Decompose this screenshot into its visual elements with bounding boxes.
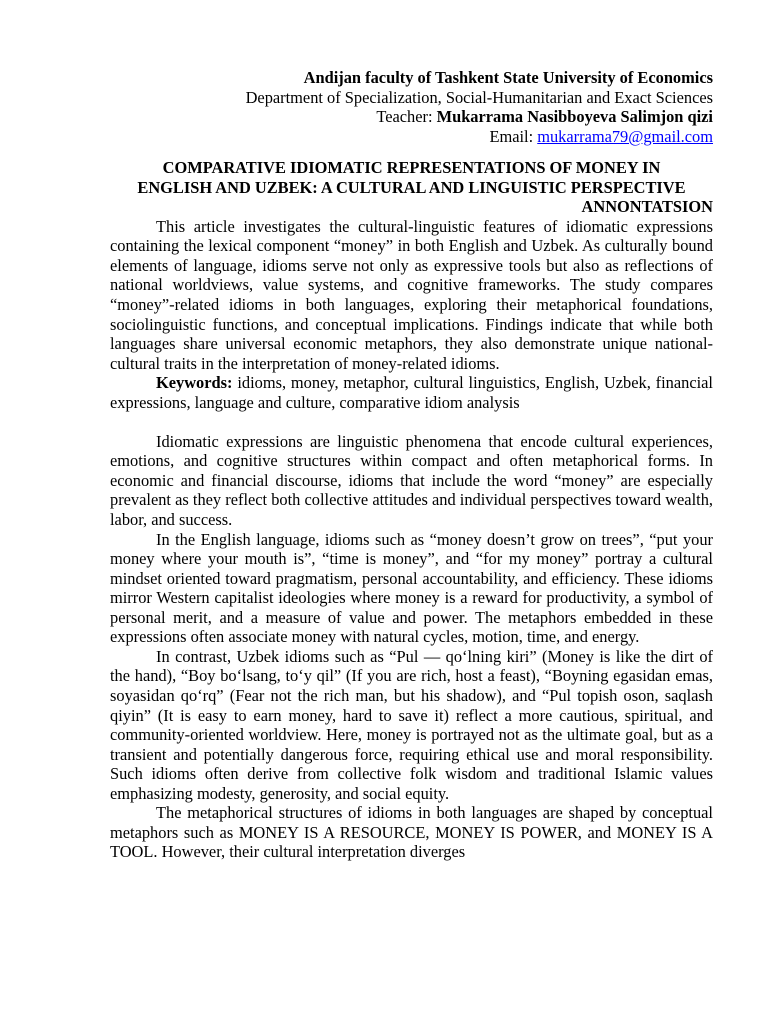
abstract-paragraph: This article investigates the cultural-linguistic features of idiomatic expressions containing the lexical component “money” in both English and Uzbek. As culturally bound elements of language, idioms serve not only as expressive tools but also as reflections of national worldviews, value systems, and cognitive frameworks. The study compares “money”-related idioms in both languages, exploring their metaphorical foundations, sociolinguistic functions, and conceptual implications. Findings indicate that while both languages share universal economic metaphors, they also demonstrate unique national-cultural traits in the interpretation of money-related idioms.: [110, 216, 713, 373]
email-line: [110, 127, 713, 147]
institution-line: Andijan faculty of Tashkent State University of Economics: [303, 68, 713, 87]
body-paragraph-2: In the English language, idioms such as “money doesn’t grow on trees”, “put your money where your mouth is”, “time is money”, and “for my money” portray a cultural mindset oriented toward pragmatism, personal accountability, and efficiency. These idioms mirror Western capitalist ideologies where money is a reward for productivity, a symbol of personal merit, and a measure of value and power. The metaphors embedded in these expressions often associate money with natural cycles, motion, time, and energy.: [110, 529, 713, 647]
email-label: Email:: [489, 126, 538, 146]
keywords-label: Keywords:: [156, 373, 233, 393]
document-page: [110, 68, 713, 862]
teacher-label: Teacher:: [376, 107, 437, 127]
email-link[interactable]: mukarrama79@gmail.com: [537, 126, 713, 146]
article-title: COMPARATIVE IDIOMATIC REPRESENTATIONS OF MONEY IN ENGLISH AND UZBEK: A CULTURAL AND LINGUISTIC PERSPECTIVE: [137, 158, 686, 197]
keywords-text: idioms, money, metaphor, cultural linguistics, English, Uzbek, financial expressions, language and culture, comparative idiom analysis: [110, 373, 713, 412]
body-paragraph-1: Idiomatic expressions are linguistic phenomena that encode cultural experiences, emotions, and cognitive structures within compact and often metaphorical forms. In economic and financial discourse, idioms that include the word “money” are especially prevalent as they reflect both collective attitudes and individual perspectives toward wealth, labor, and success.: [110, 431, 713, 530]
department-line: Department of Specialization, Social-Humanitarian and Exact Sciences: [245, 87, 713, 107]
teacher-name: Mukarrama Nasibboyeva Salimjon qizi: [436, 107, 713, 127]
teacher-line: [110, 107, 713, 127]
blank-line: [110, 412, 713, 432]
body-paragraph-3: In contrast, Uzbek idioms such as “Pul — qo‘lning kiri” (Money is like the dirt of the hand), “Boy bo‘lsang, to‘y qil” (If you are rich, host a feast), “Boyning egasidan emas, soyasidan qo‘rq” (Fear not the rich man, but his shadow), and “Pul topish oson, saqlash qiyin” (It is easy to earn money, hard to save it) reflect a more cautious, spiritual, and community-oriented worldview. Here, money is portrayed not as the ultimate goal, but as a transient and potentially dangerous force, requiring ethical use and moral responsibility. Such idioms often derive from collective folk wisdom and traditional Islamic values emphasizing modesty, generosity, and social equity.: [110, 646, 713, 803]
keywords-paragraph: [110, 373, 713, 412]
abstract-heading: ANNONTATSION: [581, 197, 713, 217]
body-paragraph-4: The metaphorical structures of idioms in both languages are shaped by conceptual metaphors such as MONEY IS A RESOURCE, MONEY IS POWER, and MONEY IS A TOOL. However, their cultural interpretation diverges: [110, 803, 713, 862]
